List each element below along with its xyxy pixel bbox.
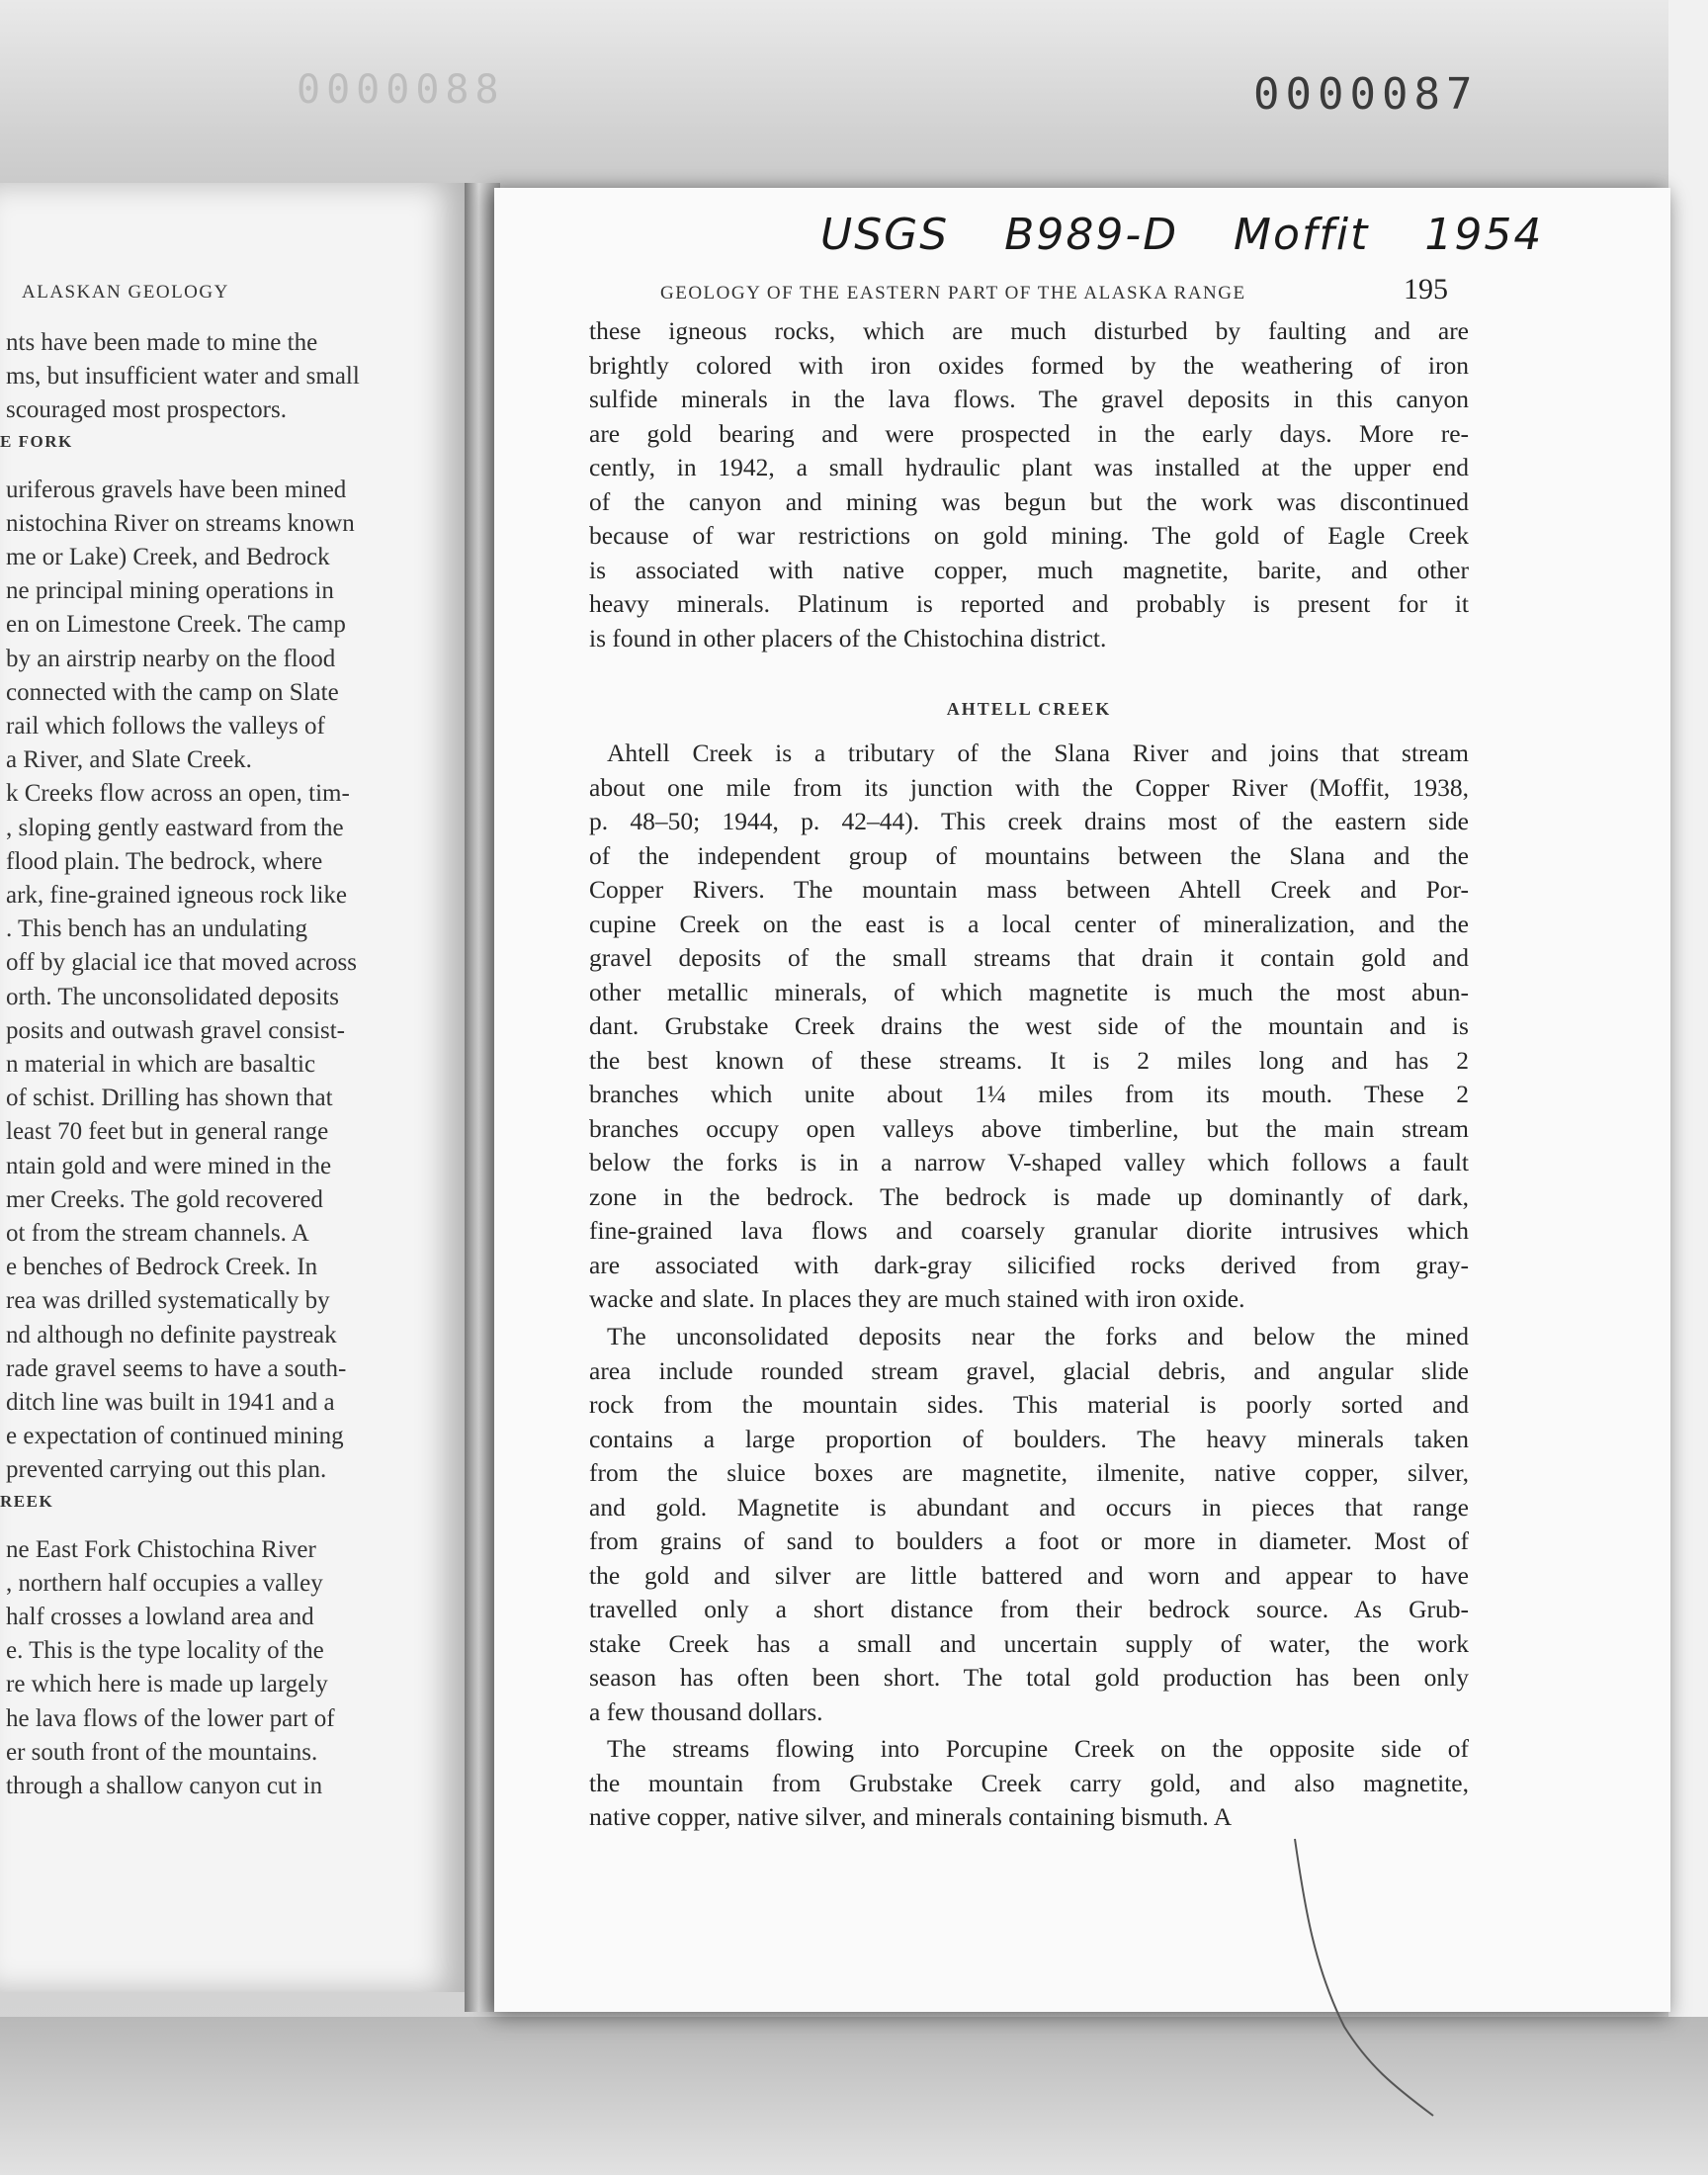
body-text-line: of the independent group of mountains between the Slana and the xyxy=(589,840,1469,870)
left-text-line: connected with the camp on Slate xyxy=(6,678,339,706)
body-text-line: brightly colored with iron oxides formed by the weathering of iron xyxy=(589,350,1469,380)
handwritten-citation: USGS B989-D Moffit 1954 xyxy=(820,210,1544,260)
left-text-line: en on Limestone Creek. The camp xyxy=(6,611,346,639)
body-text-line: branches occupy open valleys above timberline, but the main stream xyxy=(589,1113,1469,1143)
left-text-line: by an airstrip nearby on the flood xyxy=(6,645,336,672)
body-text-line: heavy minerals. Platinum is reported and probably is present for it xyxy=(589,589,1469,618)
left-text-line: ntain gold and were mined in the xyxy=(6,1152,332,1179)
left-page xyxy=(0,183,465,1992)
body-text-line: contains a large proportion of boulders. The heavy minerals taken xyxy=(589,1424,1469,1453)
left-text-line: e. This is the type locality of the xyxy=(6,1637,324,1665)
left-text-line: , northern half occupies a valley xyxy=(6,1569,323,1597)
left-text-line: of schist. Drilling has shown that xyxy=(6,1085,333,1112)
left-text-line: he lava flows of the lower part of xyxy=(6,1704,335,1732)
body-text-line: season has often been short. The total gold production has been only xyxy=(589,1663,1469,1692)
left-text-line: re which here is made up largely xyxy=(6,1671,328,1698)
body-text-line: a few thousand dollars. xyxy=(589,1696,823,1726)
body-text-line: sulfide minerals in the lava flows. The gravel deposits in this canyon xyxy=(589,385,1469,413)
left-text-line: k Creeks flow across an open, tim- xyxy=(6,780,350,808)
body-text-line: are associated with dark-gray silicified rocks derived from gray- xyxy=(589,1250,1469,1279)
right-running-head: GEOLOGY OF THE EASTERN PART OF THE ALASKA RANGE xyxy=(660,283,1246,304)
left-text-line: nts have been made to mine the xyxy=(6,329,318,356)
body-text-line: is found in other placers of the Chistochina district. xyxy=(589,623,1107,652)
body-text-line: below the forks is in a narrow V-shaped valley which follows a fault xyxy=(589,1148,1469,1176)
body-text-line: of the canyon and mining was begun but the work was discontinued xyxy=(589,486,1469,516)
body-text-line: branches which unite about 1¼ miles from its mouth. These 2 xyxy=(589,1080,1469,1108)
left-text-line: e benches of Bedrock Creek. In xyxy=(6,1254,318,1281)
left-text-line: ot from the stream channels. A xyxy=(6,1220,309,1247)
left-text-line: uriferous gravels have been mined xyxy=(6,476,347,503)
left-text-line: , sloping gently eastward from the xyxy=(6,814,344,841)
left-text-line: nistochina River on streams known xyxy=(6,509,355,537)
body-text-line: native copper, native silver, and minerals containing bismuth. A xyxy=(589,1802,1233,1831)
body-text-line: wacke and slate. In places they are much stained with iron oxide. xyxy=(589,1284,1245,1313)
left-text-line: ditch line was built in 1941 and a xyxy=(6,1389,335,1416)
left-text-line: e expectation of continued mining xyxy=(6,1423,344,1450)
body-text-line: these igneous rocks, which are much disturbed by faulting and are xyxy=(589,316,1469,345)
left-subhead: REEK xyxy=(0,1491,54,1511)
left-text-line: . This bench has an undulating xyxy=(6,915,308,943)
left-text-line: nd although no definite paystreak xyxy=(6,1321,337,1348)
page-number: 195 xyxy=(1404,273,1448,305)
left-text-line: off by glacial ice that moved across xyxy=(6,949,357,977)
left-text-line: orth. The unconsolidated deposits xyxy=(6,983,339,1010)
body-text-line: the gold and silver are little battered and worn and appear to have xyxy=(589,1560,1469,1590)
left-text-line: posits and outwash gravel consist- xyxy=(6,1016,346,1044)
body-text-line: Copper Rivers. The mountain mass between Ahtell Creek and Por- xyxy=(589,875,1469,904)
scan-bottom-shadow xyxy=(0,2017,1708,2175)
right-page xyxy=(494,188,1670,2012)
body-text-line: from grains of sand to boulders a foot or more in diameter. Most of xyxy=(589,1526,1469,1555)
left-text-line: mer Creeks. The gold recovered xyxy=(6,1185,323,1213)
left-text-line: ms, but insufficient water and small xyxy=(6,363,360,391)
body-text-line: gravel deposits of the small streams that drain it contain gold and xyxy=(589,943,1469,972)
body-text-line: p. 48–50; 1944, p. 42–44). This creek drains most of the eastern side xyxy=(589,807,1469,835)
left-running-head: ALASKAN GEOLOGY xyxy=(22,282,229,303)
body-text-line: the mountain from Grubstake Creek carry gold, and also magnetite, xyxy=(589,1768,1469,1797)
section-title: AHTELL CREEK xyxy=(946,699,1112,719)
body-text-line: because of war restrictions on gold mining. The gold of Eagle Creek xyxy=(589,521,1469,550)
left-text-line: me or Lake) Creek, and Bedrock xyxy=(6,544,330,570)
body-text-line: other metallic minerals, of which magnetite is much the most abun- xyxy=(589,977,1469,1006)
left-text-line: flood plain. The bedrock, where xyxy=(6,847,323,875)
left-subhead: E FORK xyxy=(0,431,73,451)
body-text-line: stake Creek has a small and uncertain supply of water, the work xyxy=(589,1628,1469,1658)
left-text-line: half crosses a lowland area and xyxy=(6,1604,314,1630)
document-stamp-number: 0000087 xyxy=(1253,69,1479,120)
left-text-line: a River, and Slate Creek. xyxy=(6,746,252,774)
scan-edge xyxy=(1668,0,1708,2175)
left-text-line: prevented carrying out this plan. xyxy=(6,1456,327,1484)
body-text-line: area include rounded stream gravel, glacial debris, and angular slide xyxy=(589,1355,1469,1385)
left-text-line: er south front of the mountains. xyxy=(6,1738,318,1766)
left-text-line: scouraged most prospectors. xyxy=(6,396,287,424)
body-text-line: about one mile from its junction with the Copper River (Moffit, 1938, xyxy=(589,772,1469,802)
left-text-line: ne East Fork Chistochina River xyxy=(6,1535,316,1563)
pencil-mark xyxy=(1285,1819,1443,2135)
body-text-line: The streams flowing into Porcupine Creek on the opposite side of xyxy=(607,1734,1469,1763)
body-text-line: cently, in 1942, a small hydraulic plant was installed at the upper end xyxy=(589,453,1469,481)
body-text-line: The unconsolidated deposits near the forks and below the mined xyxy=(607,1322,1469,1350)
body-text-line: zone in the bedrock. The bedrock is made up dominantly of dark, xyxy=(589,1181,1469,1211)
body-text-line: Ahtell Creek is a tributary of the Slana River and joins that stream xyxy=(607,739,1469,767)
left-text-line: through a shallow canyon cut in xyxy=(6,1773,323,1799)
left-text-line: rade gravel seems to have a south- xyxy=(6,1354,347,1382)
body-text-line: cupine Creek on the east is a local center of mineralization, and the xyxy=(589,909,1469,938)
body-text-line: the best known of these streams. It is 2 miles long and has 2 xyxy=(589,1045,1469,1075)
left-text-line: ne principal mining operations in xyxy=(6,577,334,605)
body-text-line: travelled only a short distance from their bedrock source. As Grub- xyxy=(589,1595,1469,1623)
body-text-line: from the sluice boxes are magnetite, ilmenite, native copper, silver, xyxy=(589,1458,1469,1487)
body-text-line: dant. Grubstake Creek drains the west side of the mountain and is xyxy=(589,1011,1469,1040)
left-text-line: ark, fine-grained igneous rock like xyxy=(6,882,348,909)
left-text-line: least 70 feet but in general range xyxy=(6,1118,329,1146)
left-text-line: rail which follows the valleys of xyxy=(6,713,325,740)
body-text-line: are gold bearing and were prospected in the early days. More re- xyxy=(589,418,1469,448)
body-text-line: is associated with native copper, much magnetite, barite, and other xyxy=(589,555,1469,584)
left-text-line: rea was drilled systematically by xyxy=(6,1287,330,1315)
body-text-line: rock from the mountain sides. This material is poorly sorted and xyxy=(589,1390,1469,1419)
body-text-line: fine-grained lava flows and coarsely granular diorite intrusives which xyxy=(589,1216,1469,1245)
ghost-stamp: 0000088 xyxy=(297,67,505,113)
left-text-line: n material in which are basaltic xyxy=(6,1051,316,1078)
body-text-line: and gold. Magnetite is abundant and occurs in pieces that range xyxy=(589,1492,1469,1522)
